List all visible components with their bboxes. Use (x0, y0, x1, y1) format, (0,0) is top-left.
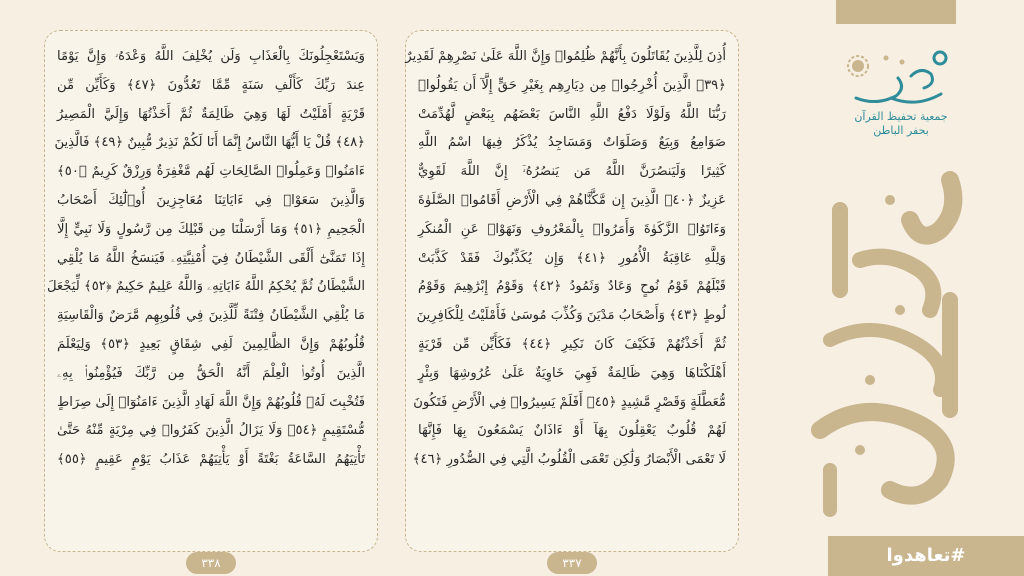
association-name-line2: بحفر الباطن (873, 124, 929, 137)
taahadu-calligraphy-icon (800, 150, 980, 520)
verse-line: فَتُخْبِتَ لَهُۥ قُلُوبُهُمْ وَإِنَّ اللَّهَ لَهَادِ الَّذِينَ ءَامَنُوٓا۟ إِلَىٰ صِرَاطٍ (57, 394, 365, 410)
left-page-card (44, 30, 378, 552)
right-page-card (405, 30, 739, 552)
verse-line: قُلُوبُهُمْ وَإِنَّ الظَّالِمِينَ لَفِي شِقَاقٍ بَعِيدٍ ﴿٥٣﴾ وَلِيَعْلَمَ (57, 336, 365, 352)
association-name (836, 110, 966, 138)
association-name-line1: جمعية تحفيظ القرآن (854, 110, 948, 123)
verse-line: وَلِلَّهِ عَاقِبَةُ الْأُمُورِ ﴿٤١﴾ وَإِن يُكَذِّبُوكَ فَقَدْ كَذَّبَتْ (418, 250, 726, 266)
verse-line: إِذَا تَمَنَّىٰٓ أَلْقَى الشَّيْطَانُ فِيٓ أُمْنِيَّتِهِۦ فَيَنسَخُ اللَّهُ مَا يُلْقِي (57, 250, 365, 266)
right-mushaf-page (405, 30, 739, 570)
verse-line: تَأْتِيَهُمُ السَّاعَةُ بَغْتَةً أَوْ يَأْتِيَهُمْ عَذَابُ يَوْمٍ عَقِيمٍ ﴿٥٥﴾ (57, 452, 365, 468)
verse-line: كَثِيرًا وَلَيَنصُرَنَّ اللَّهُ مَن يَنصُرُهُۥٓ إِنَّ اللَّهَ لَقَوِيٌّ (418, 164, 726, 180)
verse-line: مَا يُلْقِي الشَّيْطَانُ فِتْنَةً لِّلَّذِينَ فِي قُلُوبِهِم مَّرَضٌ وَالْقَاسِيَةِ (57, 308, 365, 324)
verse-line: لُوطٍ ﴿٤٣﴾ وَأَصْحَابُ مَدْيَنَ وَكُذِّبَ مُوسَىٰ فَأَمْلَيْتُ لِلْكَافِرِينَ (416, 308, 726, 324)
verse-line: رَبُّنَا اللَّهُ وَلَوْلَا دَفْعُ اللَّهِ النَّاسَ بَعْضَهُم بِبَعْضٍ لَّهُدِّمَتْ (418, 106, 726, 122)
verse-line: ﴿٣٩﴾ الَّذِينَ أُخْرِجُوا۟ مِن دِيَارِهِم بِغَيْرِ حَقٍّ إِلَّآ أَن يَقُولُوا۟ (418, 77, 726, 93)
verse-line: الشَّيْطَانُ ثُمَّ يُحْكِمُ اللَّهُ ءَايَاتِهِۦ وَاللَّهُ عَلِيمٌ حَكِيمٌ ﴿٥٢﴾ لِّيَجْعَلَ (46, 279, 365, 295)
verse-line: صَوَامِعُ وَبِيَعٌ وَصَلَوَاتٌ وَمَسَاجِدُ يُذْكَرُ فِيهَا اسْمُ اللَّهِ (418, 135, 726, 151)
verse-line: ثُمَّ أَخَذْتُهُمْ فَكَيْفَ كَانَ نَكِيرِ ﴿٤٤﴾ فَكَأَيِّن مِّن قَرْيَةٍ (418, 336, 726, 352)
verse-line: عَزِيزٌ ﴿٤٠﴾ الَّذِينَ إِن مَّكَّنَّاهُمْ فِي الْأَرْضِ أَقَامُوا۟ الصَّلَوٰةَ (418, 192, 726, 208)
verse-line: عِندَ رَبِّكَ كَأَلْفِ سَنَةٍ مِّمَّا تَعُدُّونَ ﴿٤٧﴾ وَكَأَيِّن مِّن (57, 77, 365, 93)
right-page-number: ٣٣٧ (547, 552, 597, 574)
verse-line: وَءَاتَوُا۟ الزَّكَوٰةَ وَأَمَرُوا۟ بِالْمَعْرُوفِ وَنَهَوْا۟ عَنِ الْمُنكَرِ (418, 221, 726, 237)
left-page-lines (46, 43, 365, 475)
top-gold-bar (836, 0, 956, 24)
verse-line: مُّعَطَّلَةٍ وَقَصْرٍ مَّشِيدٍ ﴿٤٥﴾ أَفَلَمْ يَسِيرُوا۟ فِي الْأَرْضِ فَتَكُونَ (413, 394, 726, 410)
verse-line: لَا تَعْمَى الْأَبْصَارُ وَلَٰكِن تَعْمَى الْقُلُوبُ الَّتِي فِي الصُّدُورِ ﴿٤٦﴾ (412, 452, 726, 468)
verse-line: الْجَحِيمِ ﴿٥١﴾ وَمَا أَرْسَلْنَا مِن قَبْلِكَ مِن رَّسُولٍ وَلَا نَبِيٍّ إِلَّا (57, 221, 365, 237)
verse-line: أُذِنَ لِلَّذِينَ يُقَاتَلُونَ بِأَنَّهُمْ ظُلِمُوا۟ وَإِنَّ اللَّهَ عَلَىٰ نَصْرِهِمْ لَقَدِيرٌ (405, 49, 726, 64)
verse-line: الَّذِينَ أُوتُوا۟ الْعِلْمَ أَنَّهُ الْحَقُّ مِن رَّبِّكَ فَيُؤْمِنُوا۟ بِهِۦ (57, 365, 365, 381)
verse-line: وَالَّذِينَ سَعَوْا۟ فِي ءَايَاتِنَا مُعَاجِزِينَ أُو۟لَٰٓئِكَ أَصْحَابُ (57, 192, 365, 208)
left-mushaf-page (44, 30, 378, 570)
verse-line: لَهُمْ قُلُوبٌ يَعْقِلُونَ بِهَآ أَوْ ءَاذَانٌ يَسْمَعُونَ بِهَا فَإِنَّهَا (418, 423, 726, 439)
verse-line: قَبْلَهُمْ قَوْمُ نُوحٍ وَعَادٌ وَثَمُودُ ﴿٤٢﴾ وَقَوْمُ إِبْرَٰهِيمَ وَقَوْمُ (418, 279, 726, 295)
verse-line: ءَامَنُوا۟ وَعَمِلُوا۟ الصَّالِحَاتِ لَهُم مَّغْفِرَةٌ وَرِزْقٌ كَرِيمٌ ﴿٥٠﴾ (57, 164, 365, 180)
right-page-lines (405, 43, 726, 475)
hashtag-text: #تعاهدوا (886, 545, 966, 566)
hashtag-banner (828, 536, 1024, 576)
verse-line: أَهْلَكْنَاهَا وَهِيَ ظَالِمَةٌ فَهِيَ خَاوِيَةٌ عَلَىٰ عُرُوشِهَا وَبِئْرٍ (418, 365, 726, 381)
left-page-number: ٣٣٨ (186, 552, 236, 574)
verse-line: مُّسْتَقِيمٍ ﴿٥٤﴾ وَلَا يَزَالُ الَّذِينَ كَفَرُوا۟ فِي مِرْيَةٍ مِّنْهُ حَتَّىٰ (57, 423, 365, 439)
verse-line: قَرْيَةٍ أَمْلَيْتُ لَهَا وَهِيَ ظَالِمَةٌ ثُمَّ أَخَذْتُهَا وَإِلَيَّ الْمَصِيرُ (57, 106, 365, 122)
verse-line: وَيَسْتَعْجِلُونَكَ بِالْعَذَابِ وَلَن يُخْلِفَ اللَّهُ وَعْدَهُۥ وَإِنَّ يَوْمًا (57, 49, 365, 64)
verse-line: ﴿٤٨﴾ قُلْ يَا أَيُّهَا النَّاسُ إِنَّمَا أَنَا لَكُمْ نَذِيرٌ مُّبِينٌ ﴿٤٩﴾ فَالَّذِينَ (54, 135, 365, 151)
